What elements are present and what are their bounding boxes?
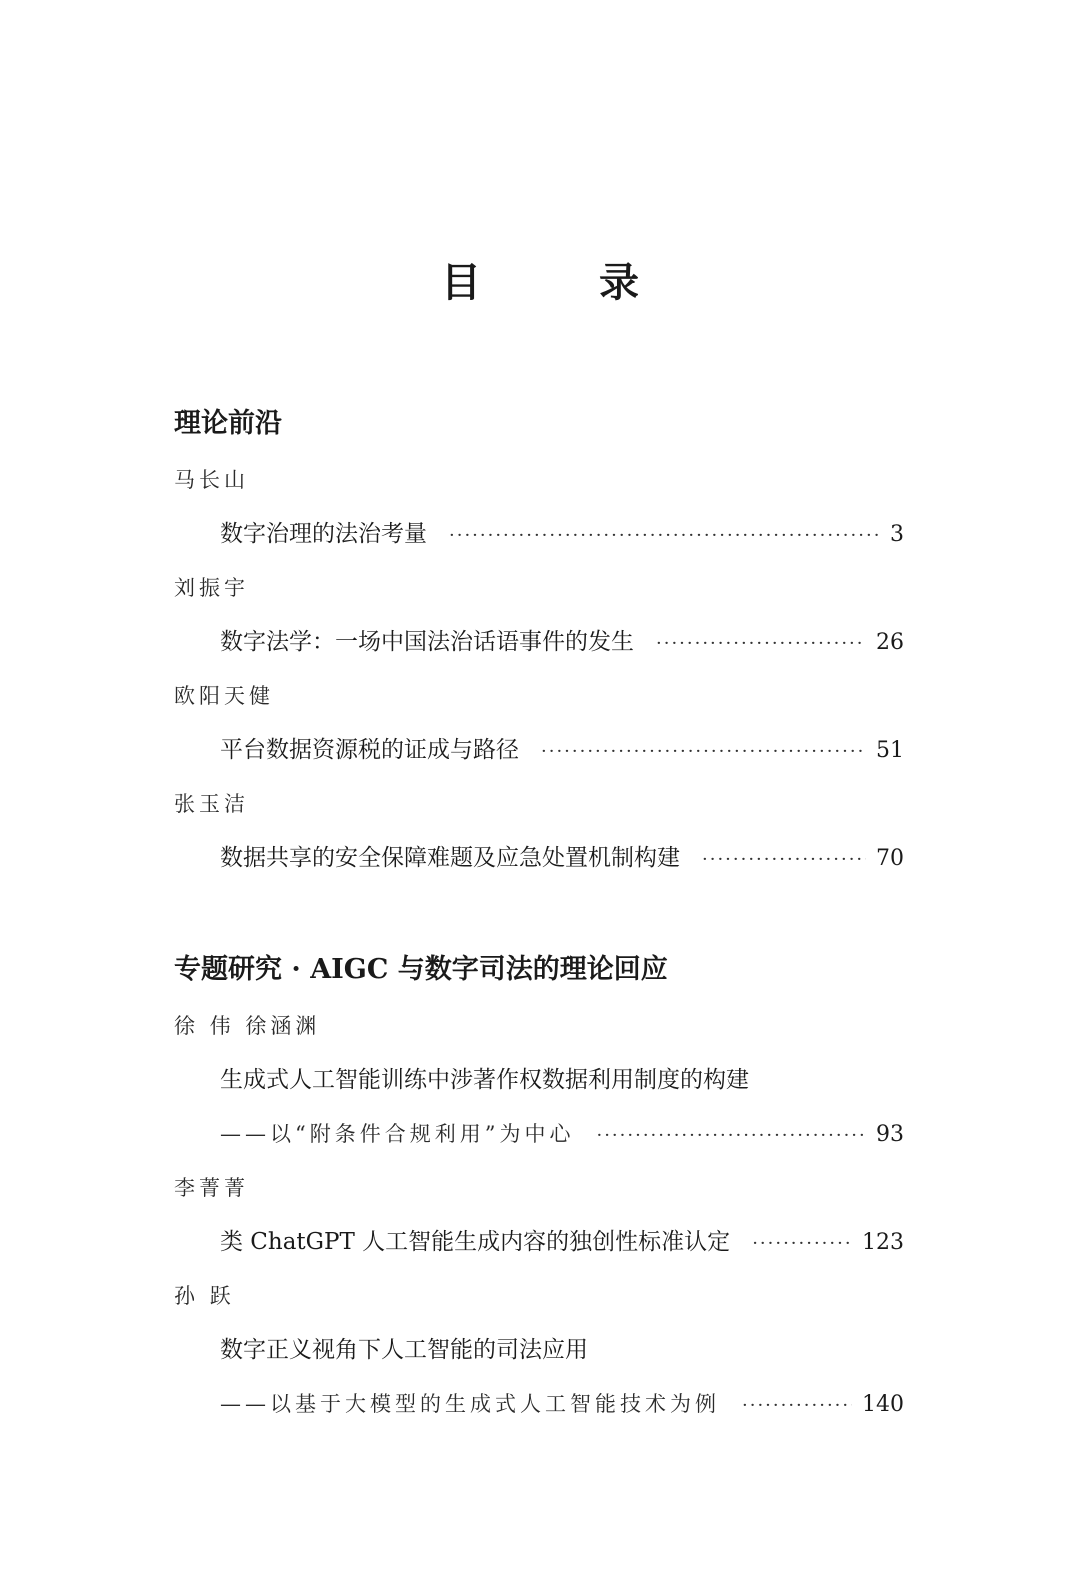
toc-entry[interactable] [220,1388,904,1420]
entry-title: 生成式人工智能训练中涉著作权数据利用制度的构建 [220,1067,749,1093]
entry-page-number: 123 [862,1230,904,1255]
dot-leader [541,736,866,768]
author: 欧阳天健 [174,684,274,708]
toc-entry[interactable] [220,1226,904,1258]
entry-title: 平台数据资源税的证成与路径 [220,737,519,763]
section-heading-aigc-special-research: 专题研究 · AIGC 与数字司法的理论回应 [174,954,668,985]
author: 张玉洁 [174,792,249,816]
dot-leader [449,520,880,552]
dot-leader [656,628,866,660]
author: 李菁菁 [174,1176,249,1200]
entry-page-number: 3 [890,522,904,547]
toc-entry[interactable] [220,626,904,658]
page-title: 目 录 [441,259,691,306]
entry-subtitle: ——以“附条件合规利用”为中心 [220,1122,575,1146]
entry-page-number: 93 [876,1122,904,1147]
section-heading-theory-frontier: 理论前沿 [174,408,282,439]
entry-page-number: 26 [876,630,904,655]
dot-leader [742,1390,852,1422]
toc-entry[interactable] [220,1118,904,1150]
entry-page-number: 70 [876,846,904,871]
entry-page-number: 140 [862,1392,904,1417]
author: 孙 跃 [174,1284,235,1308]
entry-page-number: 51 [876,738,904,763]
toc-entry[interactable] [220,518,904,550]
entry-title: 数字法学：一场中国法治话语事件的发生 [220,629,634,655]
toc-entry[interactable] [220,842,904,874]
dot-leader [752,1228,852,1260]
dot-leader [596,1120,866,1152]
entry-title: 数字治理的法治考量 [220,521,427,547]
dot-leader [702,844,866,876]
author: 徐 伟 徐涵渊 [174,1014,321,1038]
entry-title: 类 ChatGPT 人工智能生成内容的独创性标准认定 [220,1229,731,1255]
entry-subtitle: ——以基于大模型的生成式人工智能技术为例 [220,1392,720,1416]
entry-title: 数字正义视角下人工智能的司法应用 [220,1337,588,1363]
author: 马长山 [174,468,249,492]
entry-title: 数据共享的安全保障难题及应急处置机制构建 [220,845,680,871]
toc-entry-title-line[interactable] [220,1064,904,1096]
toc-entry-title-line[interactable] [220,1334,904,1366]
toc-entry[interactable] [220,734,904,766]
author: 刘振宇 [174,576,249,600]
